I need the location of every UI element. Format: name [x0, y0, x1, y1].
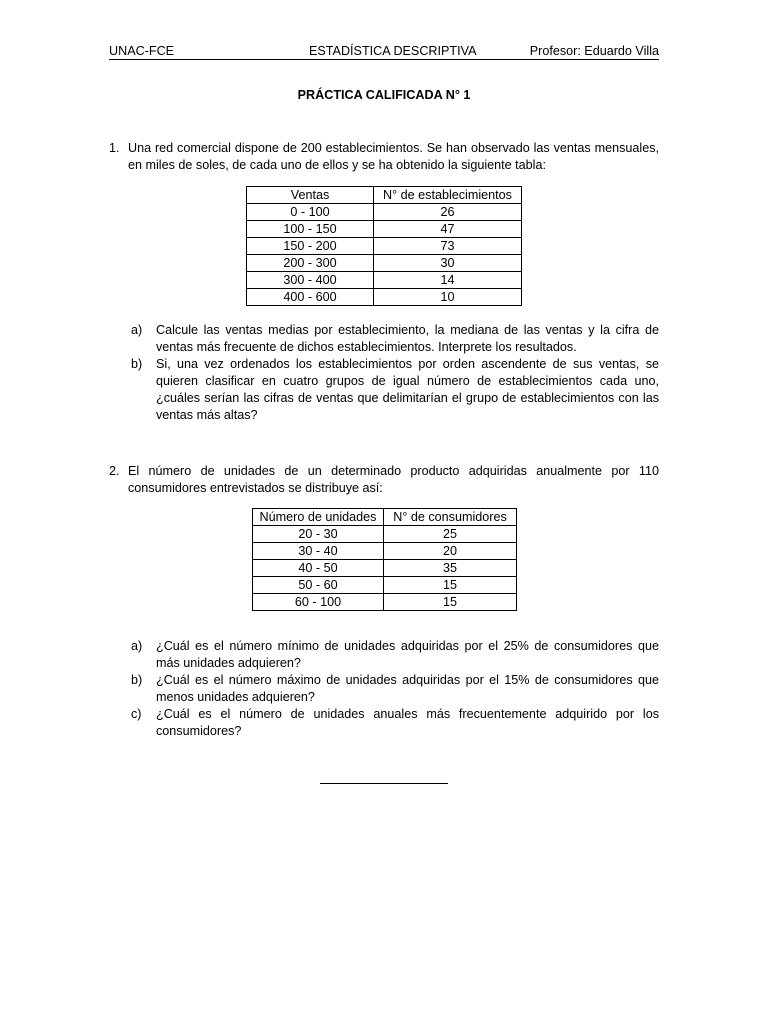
table-cell: 26	[374, 204, 522, 221]
table-cell: 15	[384, 577, 517, 594]
list-item	[131, 638, 659, 672]
header-course: ESTADÍSTICA DESCRIPTIVA	[309, 44, 477, 58]
list-item	[131, 356, 659, 424]
table-cell: 47	[374, 221, 522, 238]
question-number: 1.	[109, 141, 120, 155]
sales-table	[246, 186, 522, 306]
table-cell: 30 - 40	[253, 543, 384, 560]
table-row	[253, 577, 517, 594]
table-row	[253, 594, 517, 611]
table-row	[253, 560, 517, 577]
table-cell: 10	[374, 289, 522, 306]
item-text: ¿Cuál es el número de unidades anuales más frecuentemente adquirido por los consumidores?	[156, 707, 659, 738]
table-row	[247, 204, 522, 221]
table-cell: 20 - 30	[253, 526, 384, 543]
question-text: El número de unidades de un determinado producto adquiridas anualmente por 110 consumidores entrevistados se distribuye así:	[128, 464, 659, 495]
column-header: Número de unidades	[253, 509, 384, 526]
table-cell: 20	[384, 543, 517, 560]
table-cell: 300 - 400	[247, 272, 374, 289]
question-1	[109, 140, 659, 174]
table-row	[247, 255, 522, 272]
question-2	[109, 463, 659, 497]
table-row	[253, 526, 517, 543]
table-cell: 0 - 100	[247, 204, 374, 221]
units-table	[252, 508, 517, 611]
question-1-items	[131, 322, 659, 424]
item-letter: b)	[131, 357, 143, 371]
page-title: PRÁCTICA CALIFICADA N° 1	[297, 88, 471, 102]
item-text: Si, una vez ordenados los establecimientos por orden ascendente de sus ventas, se quieren clasificar en cuatro grupos de igual número de establecimientos cada uno, ¿cuáles serían las cifras de ventas que delimitarían el grupo de establecimientos con las ventas más altas?	[156, 357, 659, 422]
column-header: N° de establecimientos	[374, 187, 522, 204]
question-2-items	[131, 638, 659, 740]
table-row	[247, 289, 522, 306]
table-cell: 150 - 200	[247, 238, 374, 255]
table-row	[247, 272, 522, 289]
table-cell: 50 - 60	[253, 577, 384, 594]
item-letter: a)	[131, 323, 143, 337]
column-header: Ventas	[247, 187, 374, 204]
list-item	[131, 706, 659, 740]
header-institution: UNAC-FCE	[109, 44, 175, 58]
table-cell: 14	[374, 272, 522, 289]
item-text: Calcule las ventas medias por establecimiento, la mediana de las ventas y la cifra de ventas más frecuente de dichos establecimientos. Interprete los resultados.	[156, 323, 659, 354]
header-professor: Profesor: Eduardo Villa	[529, 44, 659, 58]
table-cell: 25	[384, 526, 517, 543]
column-header: N° de consumidores	[384, 509, 517, 526]
end-rule	[320, 783, 448, 784]
table-cell: 400 - 600	[247, 289, 374, 306]
table-cell: 73	[374, 238, 522, 255]
list-item	[131, 322, 659, 356]
page-header	[109, 43, 659, 60]
table-header-row	[247, 187, 522, 204]
table-row	[253, 543, 517, 560]
item-letter: b)	[131, 673, 143, 687]
question-number: 2.	[109, 464, 120, 478]
item-text: ¿Cuál es el número máximo de unidades adquiridas por el 15% de consumidores que menos unidades adquieren?	[156, 673, 659, 704]
question-text: Una red comercial dispone de 200 establecimientos. Se han observado las ventas mensuales, en miles de soles, de cada uno de ellos y se ha obtenido la siguiente tabla:	[128, 141, 659, 172]
list-item	[131, 672, 659, 706]
table-cell: 40 - 50	[253, 560, 384, 577]
table-row	[247, 238, 522, 255]
table-cell: 30	[374, 255, 522, 272]
table-row	[247, 221, 522, 238]
table-header-row	[253, 509, 517, 526]
table-cell: 35	[384, 560, 517, 577]
item-letter: a)	[131, 639, 143, 653]
table-cell: 100 - 150	[247, 221, 374, 238]
item-letter: c)	[131, 707, 142, 721]
table-cell: 60 - 100	[253, 594, 384, 611]
table-cell: 15	[384, 594, 517, 611]
item-text: ¿Cuál es el número mínimo de unidades adquiridas por el 25% de consumidores que más unidades adquieren?	[156, 639, 659, 670]
table-cell: 200 - 300	[247, 255, 374, 272]
